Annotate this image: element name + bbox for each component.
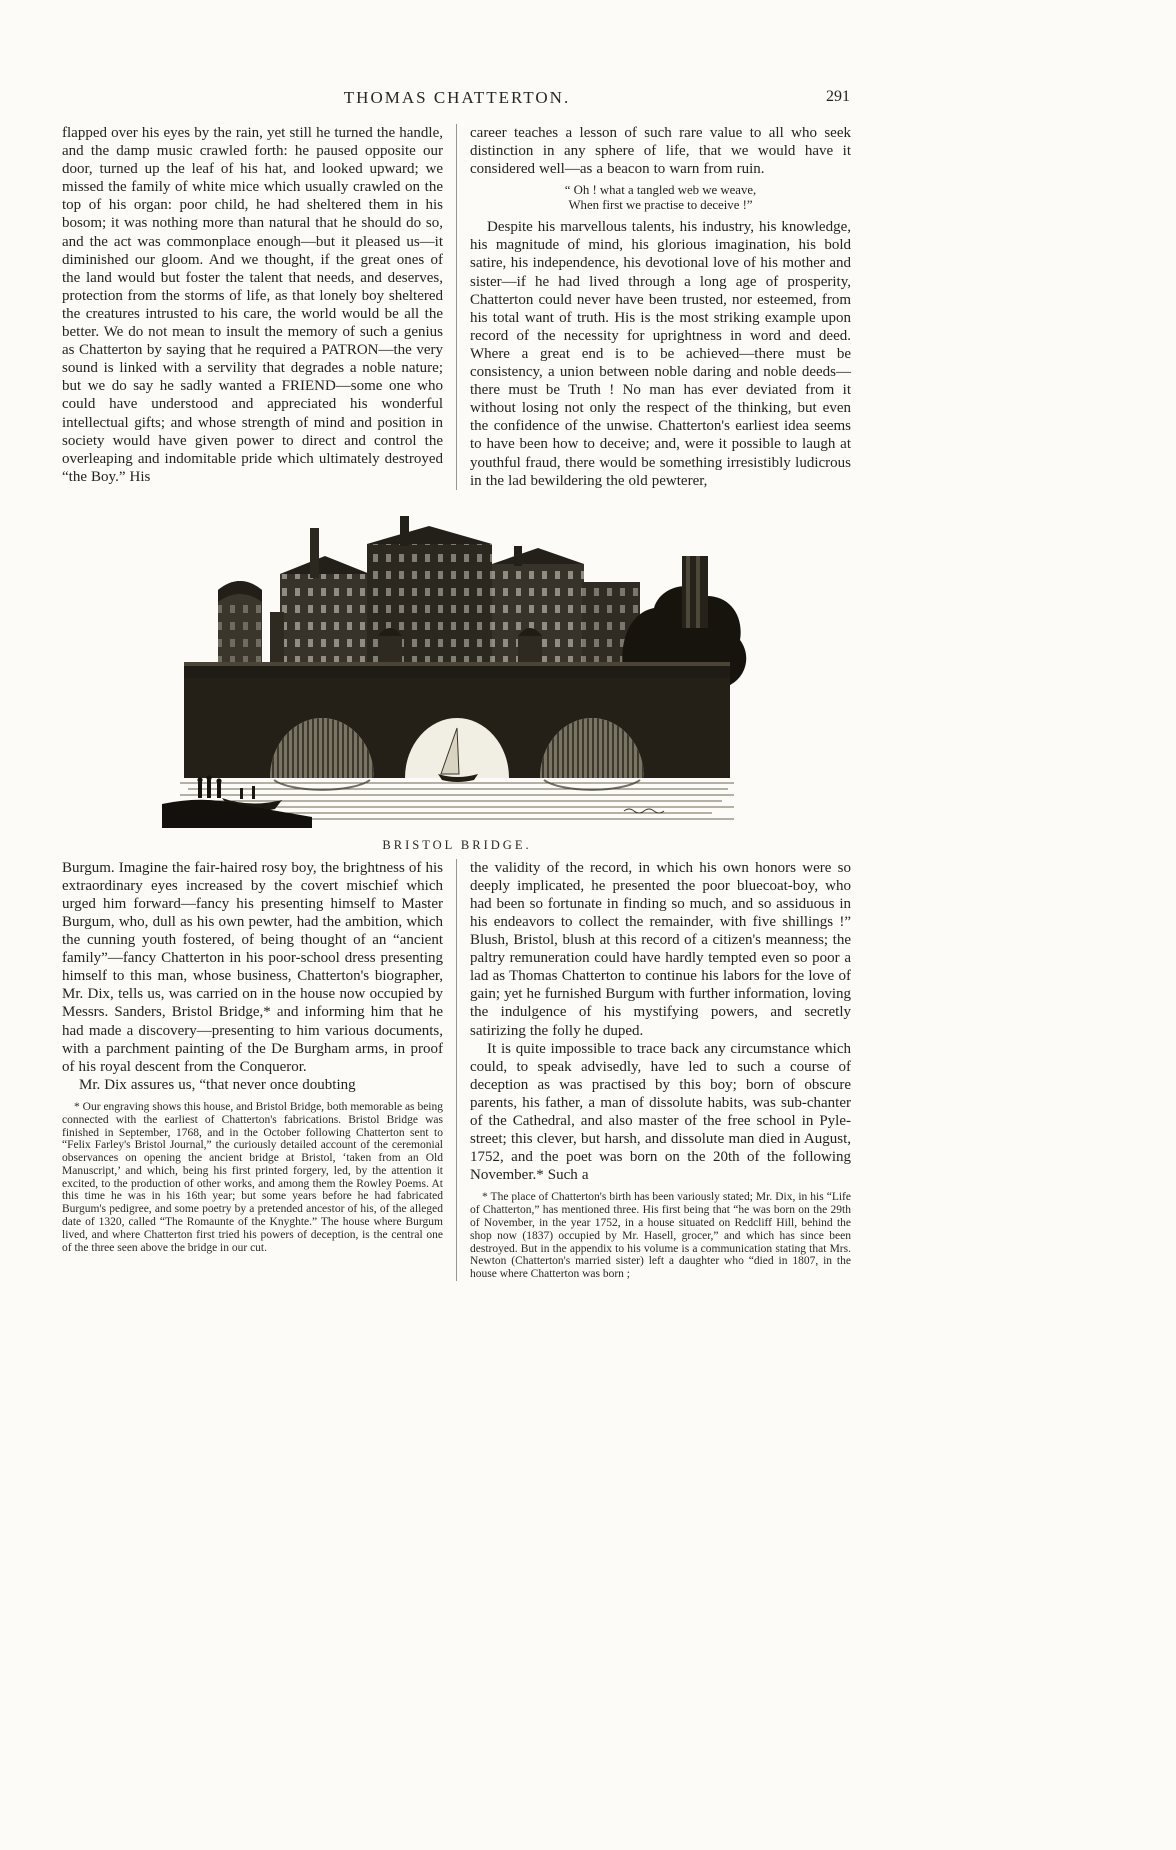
figure-caption: BRISTOL BRIDGE. (382, 837, 532, 852)
paragraph: It is quite impossible to trace back any circumstance which could, to speak advisedly, have led to such a course of deception as was practised by this boy; born of obscure parents, his father, a man of dissolute habits, was sub-chanter of the Cathedral, and also master of the free school in Pyle-street; this clever, but harsh, and dissolute man died in August, 1752, and the poet was born on the 20th of the following November.* Such a (470, 1040, 851, 1184)
right-tower (682, 556, 708, 628)
bottom-right-column (470, 859, 851, 1281)
top-section (62, 124, 852, 490)
city-skyline (280, 516, 640, 674)
page-number: 291 (826, 88, 850, 105)
footnote-left (62, 1101, 443, 1255)
column-divider (456, 859, 457, 1281)
paragraph: the validity of the record, in which his own honors were so deeply implicated, he presented the poor bluecoat-boy, who had been so fortunate in finding so much, and so assiduous in his endeavors to collect the remainder, with five shillings !” Blush, Bristol, blush at this record of a citizen's meanness; the paltry remuneration could have hardly tempted even so poor a lad as Thomas Chatterton to continue his labors for the love of gain; yet he furnished Burgum with further information, loving the indulgence of his mystifying powers, and secretly satirizing the folly he duped. (470, 859, 851, 1039)
column-divider (456, 124, 457, 490)
left-tower (218, 581, 284, 674)
running-head (62, 88, 852, 116)
bristol-bridge-engraving (162, 516, 752, 828)
running-title: THOMAS CHATTERTON. (343, 88, 571, 107)
verse-line: “ Oh ! what a tangled web we weave, (564, 183, 757, 198)
paragraph: flapped over his eyes by the rain, yet still he turned the handle, and the damp music crawled forth: he paused opposite our door, turned up the leaf of his hat, and looked upward; we missed the family of white mice which usually crawled on the top of his organ: poor child, he had sheltered them in his bosom; it was nothing more than natural that he should do so, and the act was commonplace enough—but it pleased us—it diminished our gloom. And we thought, if the great ones of the land would but foster the talent that needs, and deserves, protection from the storms of life, as that lonely boy sheltered the creatures intrusted to his care, the world would be all the better. We do not mean to insult the memory of such a genius as Chatterton by saying that he required a PATRON—the very sound is linked with a servility that degrades a noble nature; but we do say he sadly wanted a FRIEND—some one who could have understood and appreciated his wonderful intellectual gifts; and whose strength of mind and position in society would have given power to direct and control the overleaping and indomitable pride which ultimately destroyed “the Boy.” His (62, 125, 443, 485)
bristol-bridge-figure (162, 516, 752, 853)
paragraph: Despite his marvellous talents, his industry, his knowledge, his magnitude of mind, his glorious imagination, his bold satire, his independence, his devotional love of his mother and sister—if he had lived through a long age of prosperity, Chatterton could never have been trusted, nor esteemed, from his total want of truth. His is the most striking example upon record of the necessity for uprightness in word and deed. Where a great end is to be achieved—there must be consistency, a union between noble daring and noble deeds—there must be Truth ! No man has ever deviated from it without losing not only the respect of the thinking, but even the confidence of the unwise. Chatterton's earliest idea seems to have been how to deceive; and, were it possible to laugh at youthful fraud, there would be something irresistibly ludicrous in the lad bewildering the old pewterer, (470, 219, 851, 489)
top-left-column (62, 124, 443, 490)
footnote-text: * Our engraving shows this house, and Bristol Bridge, both memorable as being connected with the earliest of Chatterton's fabrications. Bristol Bridge was finished in September, 1768, and in the October following Chatterton sent to “Felix Farley's Bristol Journal,” the curiously detailed account of the ceremonial observances on opening the ancient bridge at Bristol, ‘taken from an Old Manuscript,’ and which, being his first printed forgery, led, by the attention it excited, to the production of other works, and among them the Rowley Poems. At this time he was in his 16th year; but some years before he had fabricated Burgum's pedigree, and some poetry by a pretended ancestor of his, of the alleged date of 1320, called “The Romaunte of the Knyghte.” The house where Burgum lived, and where Chatterton first tried his powers of deception, is the central one of the three seen above the bridge in our cut. (62, 1100, 443, 1254)
arch-interiors (270, 718, 644, 782)
paragraph: Mr. Dix assures us, “that never once doubting (79, 1076, 356, 1093)
engraver-signature (624, 809, 664, 813)
footnote-text: * The place of Chatterton's birth has been variously stated; Mr. Dix, in his “Life of Chatterton,” has mentioned three. His first being that “he was born on the 29th of November, in the year 1752, in a house situated on Redcliff Hill, behind the shop now (1837) occupied by Mr. Hasell, grocer,” and which has since been destroyed. But in the appendix to his volume is a communication stating that Mrs. Newton (Chatterton's married sister) left a daughter who “died in 1807, in the house where Chatterton was born ; (470, 1191, 851, 1281)
footnote-right (470, 1191, 851, 1281)
paragraph: career teaches a lesson of such rare value to all who seek distinction in any sphere of life, that we would have it considered well—as a beacon to warn from ruin. (470, 125, 851, 178)
verse-quote (470, 183, 851, 213)
verse-line: When first we practise to deceive !” (568, 198, 753, 213)
top-right-column (470, 124, 851, 490)
page-content (62, 88, 852, 1281)
paragraph: Burgum. Imagine the fair-haired rosy boy, the brightness of his extraordinary eyes increased by the covert mischief which urged him forward—fancy his presenting himself to Master Burgum, who, dull as his own pewter, had the ambition, which the cunning youth fostered, of being thought of an “ancient family”—fancy Chatterton in his poor-school dress presenting himself to this man, whose business, Chatterton's biographer, Mr. Dix, tells us, was carried on in the house now occupied by Messrs. Sanders, Bristol Bridge,* and informing him that he had made a discovery—presenting to him various documents, with a parchment painting of the De Burgham arms, in proof of his royal descent from the Conqueror. (62, 859, 443, 1075)
bottom-left-column (62, 859, 443, 1281)
bottom-section (62, 859, 852, 1281)
